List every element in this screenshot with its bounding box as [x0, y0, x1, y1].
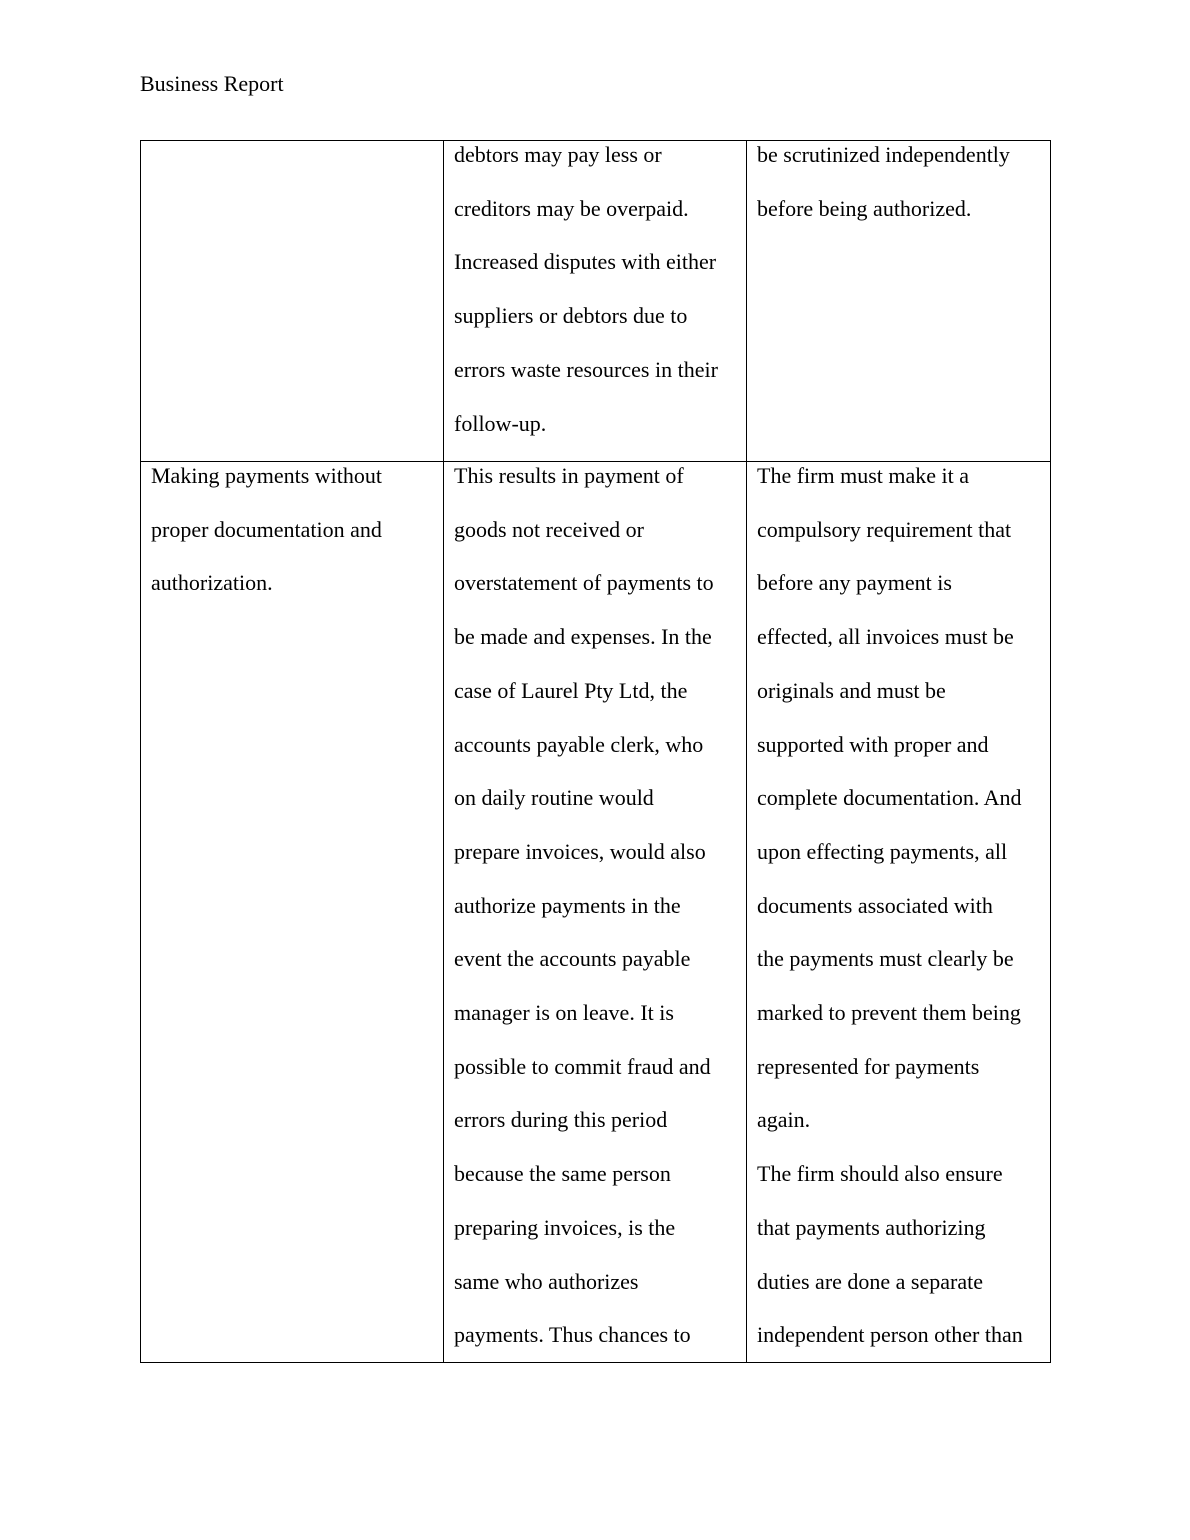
page-header: Business Report — [140, 71, 284, 96]
cell-text-line: again. — [757, 1107, 811, 1133]
cell-text-line: marked to prevent them being — [757, 1000, 1021, 1026]
cell-text-line: case of Laurel Pty Ltd, the — [454, 677, 688, 703]
cell-text-line: before being authorized. — [757, 195, 972, 221]
cell-text-line: before any payment is — [757, 570, 952, 596]
cell-text-line: independent person other than — [757, 1322, 1023, 1348]
cell-text-line: creditors may be overpaid. — [454, 195, 689, 221]
cell-text-line: effected, all invoices must be — [757, 624, 1014, 650]
controls-table — [140, 140, 1051, 1363]
cell-text-line: The firm should also ensure — [757, 1161, 1003, 1187]
cell-recommendation — [747, 462, 1051, 1363]
cell-recommendation — [747, 141, 1051, 462]
cell-text-line: The firm must make it a — [757, 463, 969, 488]
cell-text-line: be scrutinized independently — [757, 142, 1010, 167]
cell-text-line: This results in payment of — [454, 463, 684, 488]
table-row — [141, 462, 1051, 1363]
cell-text-line: errors waste resources in their — [454, 356, 718, 382]
cell-text-line: debtors may pay less or — [454, 142, 662, 167]
cell-text-line: duties are done a separate — [757, 1268, 983, 1294]
cell-text-line: originals and must be — [757, 677, 946, 703]
cell-text-line: prepare invoices, would also — [454, 838, 706, 864]
cell-text-line: complete documentation. And — [757, 785, 1022, 811]
cell-text-line: preparing invoices, is the — [454, 1214, 676, 1240]
cell-text-line: authorize payments in the — [454, 892, 681, 918]
cell-text-line: goods not received or — [454, 516, 644, 542]
cell-text-line: proper documentation and — [151, 516, 382, 542]
cell-lines — [454, 141, 736, 451]
cell-text-line: event the accounts payable — [454, 946, 691, 972]
cell-lines — [757, 141, 1040, 236]
cell-weakness — [141, 462, 444, 1363]
cell-text-line: overstatement of payments to — [454, 570, 714, 596]
cell-text-line: accounts payable clerk, who — [454, 731, 704, 757]
cell-text-line: Increased disputes with either — [454, 249, 717, 275]
cell-text-line: supported with proper and — [757, 731, 989, 757]
cell-implication — [444, 462, 747, 1363]
cell-text-line: possible to commit fraud and — [454, 1053, 711, 1079]
cell-text-line: because the same person — [454, 1161, 671, 1187]
cell-lines — [151, 462, 433, 611]
cell-text-line: represented for payments — [757, 1053, 980, 1079]
cell-text-line: on daily routine would — [454, 785, 654, 811]
cell-text-line: same who authorizes — [454, 1268, 639, 1294]
cell-implication — [444, 141, 747, 462]
cell-text-line: that payments authorizing — [757, 1214, 986, 1240]
cell-text-line: documents associated with — [757, 892, 993, 918]
table-row — [141, 141, 1051, 462]
cell-weakness — [141, 141, 444, 462]
cell-text-line: errors during this period — [454, 1107, 668, 1133]
cell-text-line: Making payments without — [151, 463, 382, 488]
cell-text-line: payments. Thus chances to — [454, 1322, 691, 1348]
cell-lines — [454, 462, 736, 1362]
cell-text-line: be made and expenses. In the — [454, 624, 712, 650]
cell-text-line: the payments must clearly be — [757, 946, 1014, 972]
cell-text-line: follow-up. — [454, 410, 547, 436]
cell-text-line: authorization. — [151, 570, 273, 596]
cell-text-line: suppliers or debtors due to — [454, 303, 688, 329]
cell-text-line: manager is on leave. It is — [454, 1000, 674, 1026]
cell-lines — [757, 462, 1040, 1362]
cell-text-line: compulsory requirement that — [757, 516, 1012, 542]
cell-text-line: upon effecting payments, all — [757, 838, 1008, 864]
